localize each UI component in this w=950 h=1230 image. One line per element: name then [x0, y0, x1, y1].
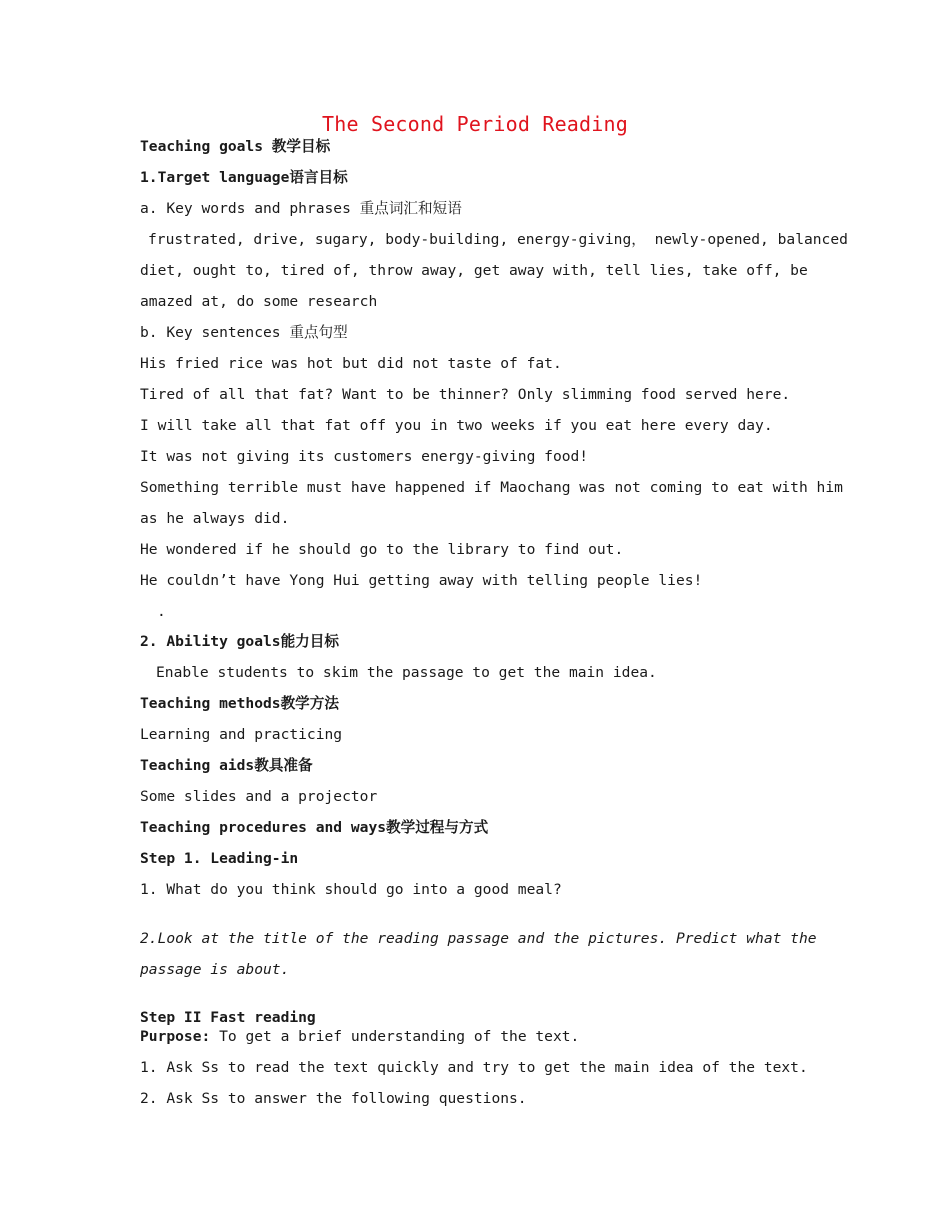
- teaching-aids-text: Some slides and a projector: [140, 788, 378, 805]
- key-sentences-heading: b. Key sentences 重点句型: [140, 324, 348, 341]
- teaching-goals-heading: Teaching goals 教学目标: [140, 138, 331, 155]
- step1-question-italic: 2.Look at the title of the reading passage and the pictures. Predict what the: [140, 930, 817, 947]
- key-sentence: I will take all that fat off you in two weeks if you eat here every day.: [140, 417, 773, 434]
- step2-item: 1. Ask Ss to read the text quickly and try to get the main idea of the text.: [140, 1059, 808, 1076]
- key-sentence: He couldn’t have Yong Hui getting away with telling people lies!: [140, 572, 703, 589]
- step2-heading: Step II Fast reading: [140, 1009, 316, 1026]
- step1-question-italic: passage is about.: [140, 961, 290, 978]
- key-words-line: amazed at, do some research: [140, 293, 378, 310]
- purpose-text: To get a brief understanding of the text.: [210, 1028, 580, 1045]
- key-words-line: frustrated, drive, sugary, body-building, energy-giving， newly-opened, balanced: [148, 231, 848, 248]
- key-sentence: as he always did.: [140, 510, 290, 527]
- key-sentence: It was not giving its customers energy-giving food!: [140, 448, 589, 465]
- step2-item: 2. Ask Ss to answer the following questions.: [140, 1090, 527, 1107]
- teaching-procedures-heading: Teaching procedures and ways教学过程与方式: [140, 819, 489, 836]
- key-sentence: Tired of all that fat? Want to be thinner? Only slimming food served here.: [140, 386, 791, 403]
- teaching-aids-heading: Teaching aids教具准备: [140, 757, 313, 774]
- ability-goals-heading: 2. Ability goals能力目标: [140, 633, 339, 650]
- purpose-label: Purpose:: [140, 1028, 211, 1045]
- key-sentence: Something terrible must have happened if Maochang was not coming to eat with him: [140, 479, 843, 496]
- stray-dot: .: [157, 603, 166, 620]
- step1-question: 1. What do you think should go into a good meal?: [140, 881, 562, 898]
- key-words-heading: a. Key words and phrases 重点词汇和短语: [140, 200, 462, 217]
- key-sentence: His fried rice was hot but did not taste of fat.: [140, 355, 562, 372]
- page-title: The Second Period Reading: [321, 112, 629, 136]
- target-language-heading: 1.Target language语言目标: [140, 169, 348, 186]
- ability-goals-text: Enable students to skim the passage to get the main idea.: [156, 664, 657, 681]
- key-words-line: diet, ought to, tired of, throw away, get away with, tell lies, take off, be: [140, 262, 808, 279]
- purpose-line: [140, 1027, 579, 1047]
- teaching-methods-heading: Teaching methods教学方法: [140, 695, 339, 712]
- key-sentence: He wondered if he should go to the library to find out.: [140, 541, 624, 558]
- teaching-methods-text: Learning and practicing: [140, 726, 343, 743]
- step1-heading: Step 1. Leading-in: [140, 850, 299, 867]
